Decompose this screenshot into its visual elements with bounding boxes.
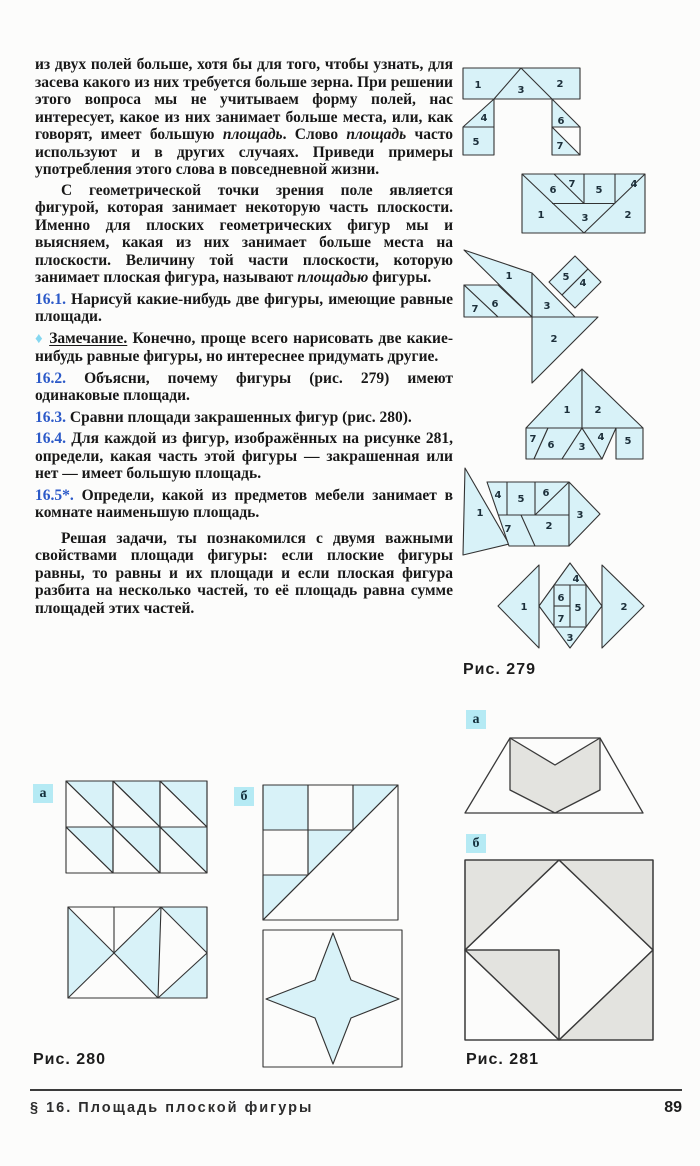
page-footer xyxy=(30,1089,682,1117)
piece-label: 2 xyxy=(620,602,628,613)
piece-label: 4 xyxy=(572,574,580,585)
exercise-number: 16.5*. xyxy=(35,486,74,504)
note-text: Конечно, проще всего нарисовать две какие-нибудь равные фигуры, но интереснее придумать другие. xyxy=(35,329,454,365)
fig279-shape-arch xyxy=(463,68,580,155)
fig281-caption: Рис. 281 xyxy=(466,1051,539,1068)
piece-label: 1 xyxy=(505,271,513,282)
piece-label: 6 xyxy=(547,440,555,451)
piece-label: 3 xyxy=(566,633,574,644)
piece-label: 7 xyxy=(557,614,565,625)
piece-label: 1 xyxy=(476,508,484,519)
piece-label: 6 xyxy=(549,185,557,196)
fig280-panel-b-label: б xyxy=(234,787,254,806)
piece-label: 3 xyxy=(576,510,584,521)
piece-label: 4 xyxy=(579,278,587,289)
fig280a-zigzag xyxy=(68,907,207,998)
piece-label: 3 xyxy=(581,213,589,224)
piece-label: 7 xyxy=(568,179,576,190)
piece-label: 5 xyxy=(595,185,603,196)
piece-label: 7 xyxy=(556,141,564,152)
piece-label: 5 xyxy=(517,494,525,505)
fig280b-square xyxy=(263,785,398,920)
piece-label: 2 xyxy=(624,210,632,221)
piece-label: 7 xyxy=(529,434,537,445)
exercise-text: Нарисуй какие-нибудь две фигуры, имеющие равные площади. xyxy=(35,290,454,325)
exercise-number: 16.2. xyxy=(35,369,66,387)
exercise-text: Для каждой из фигур, изображённых на рисунке 281, определи, какая часть этой фигуры — закрашенная или нет — имеет большую площадь. xyxy=(35,430,454,482)
exercise-number: 16.1. xyxy=(35,290,66,308)
piece-label: 1 xyxy=(563,405,571,416)
section-title: § 16. Площадь плоской фигуры xyxy=(30,1100,314,1116)
four-point-star xyxy=(266,933,399,1064)
piece-label: 4 xyxy=(597,432,605,443)
exercise-text: Определи, какой из предметов мебели занимает в комнате наименьшую площадь. xyxy=(35,486,453,521)
fig279-shape-bird xyxy=(450,235,610,385)
exercise-16-2 xyxy=(35,370,453,405)
piece-label: 6 xyxy=(542,488,550,499)
exercise-text: Объясни, почему фигуры (рис. 279) имеют одинаковые площади. xyxy=(35,369,453,404)
piece-label: 7 xyxy=(504,524,512,535)
shaded-banner xyxy=(510,738,600,813)
page-number: 89 xyxy=(664,1099,682,1116)
piece-label: 7 xyxy=(471,304,479,315)
piece-label: 1 xyxy=(520,602,528,613)
exercise-number: 16.4. xyxy=(35,430,66,447)
paragraph-summary: Решая задачи, ты познакомился с двумя важными свойствами площади фигуры: если плоские фигуры равны, то равны и их площади и если плоская фигура разбита на несколько частей, то её площадь равна сумме площадей этих частей. xyxy=(35,529,453,617)
exercise-16-5 xyxy=(35,487,453,522)
piece-label: 1 xyxy=(537,210,545,221)
piece-label: 6 xyxy=(557,116,565,127)
piece-label: 3 xyxy=(517,85,525,96)
piece-label: 5 xyxy=(472,137,480,148)
note-title: Замечание. xyxy=(49,329,128,347)
exercise-text: Сравни площади закрашенных фигур (рис. 280). xyxy=(69,408,412,426)
fig280a-grid xyxy=(66,781,207,873)
main-text-column xyxy=(35,56,453,620)
piece-label: 5 xyxy=(624,436,632,447)
fig281-panel-a-label: а xyxy=(466,710,486,729)
exercise-16-3 xyxy=(35,409,453,427)
fig281-panel-b-label: б xyxy=(466,834,486,853)
fig279-shape-rectangle xyxy=(522,174,645,233)
piece-label: 4 xyxy=(630,179,638,190)
fig280-caption: Рис. 280 xyxy=(33,1051,106,1068)
piece-label: 3 xyxy=(578,442,586,453)
fig280b-star-square xyxy=(263,930,402,1067)
fig279-shape-bowtie xyxy=(497,563,644,653)
fig281a-trapezoid xyxy=(465,738,643,813)
diamond-bullet-icon: ♦ xyxy=(35,330,44,347)
piece-label: 4 xyxy=(494,490,502,501)
exercise-16-1 xyxy=(35,291,453,326)
piece-label: 4 xyxy=(480,113,488,124)
fig280-panel-a-label: а xyxy=(33,784,53,803)
piece-label: 2 xyxy=(550,334,558,345)
piece-label: 3 xyxy=(543,301,551,312)
fig279-caption: Рис. 279 xyxy=(463,661,536,678)
piece-label: 6 xyxy=(557,593,565,604)
fig279-shape-house xyxy=(526,369,643,460)
piece-label: 2 xyxy=(594,405,602,416)
fig279-shape-fish xyxy=(463,468,603,558)
piece-label: 2 xyxy=(556,79,564,90)
piece-label: 5 xyxy=(562,272,570,283)
note-remark xyxy=(35,330,453,366)
piece-label: 5 xyxy=(574,603,582,614)
exercise-16-4 xyxy=(35,430,453,483)
paragraph-definition: С геометрической точки зрения поле является фигурой, которая занимает некоторую часть плоскости. Именно для плоских геометрических фигур мы и выясняем, какая из них занимает больше места на плоскости. Величину той части плоскости, которую занимает плоская фигура, называют площадью фигуры. xyxy=(35,181,453,286)
paragraph-intro: из двух полей больше, хотя бы для того, чтобы узнать, для засева какого из них требуется больше зерна. При решении этого вопроса мы не учитываем форму полей, нас интересует, какое из них занимает больше места, или, как говорят, имеет большую площадь. Слово площадь часто используют и в других случаях. Приведи примеры употребления этого слова в повседневной жизни. xyxy=(35,56,454,178)
piece-label: 2 xyxy=(545,521,553,532)
fig281b-square xyxy=(465,860,653,1040)
exercise-number: 16.3. xyxy=(35,408,66,426)
piece-label: 6 xyxy=(491,299,499,310)
piece-label: 1 xyxy=(474,80,482,91)
